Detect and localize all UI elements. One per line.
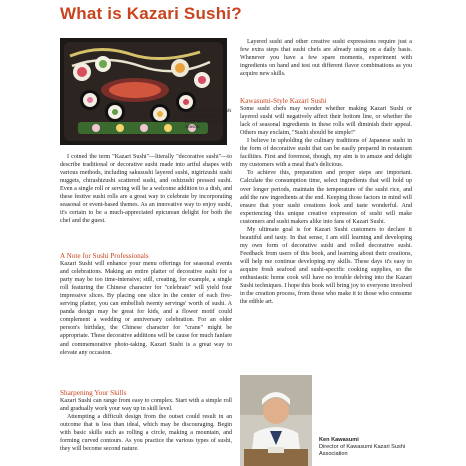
note-heading: A Note for Sushi Professionals [60, 252, 149, 260]
skills-paragraph-1: Kazari Sushi can range from easy to complex. Start with a simple roll and gradually work your way up in skill level. [60, 398, 232, 413]
style-heading: Kawasumi-Style Kazari Sushi [240, 97, 327, 105]
style-paragraph-3: To achieve this, preparation and proper steps are important. Calculate the consumption time, select ingredients that will hold up over longer periods, maintain the temperature of the sushi rice, and add the raw ingredients at the end. Keeping those factors in mind will ensure that your sushi creations look and taste wonderful. And experiencing this unique creative expression of sushi will make customers and sushi makers alike into fans of Kazari Sushi. [240, 170, 412, 225]
page-title: What is Kazari Sushi? [60, 4, 242, 23]
author-photo [240, 375, 312, 466]
intro-paragraph: I coined the term "Kazari Sushi"—literally "decorative sushi"—to describe traditional or decorative sushi made into artful shapes with various methods, including sakusushi layered sushi, nigirizushi sushi nuggets, chirashizushi scattered sushi, and oshizushi pressed sushi. Even a single roll or serving will be a welcome addition to a dish, and these festive sushi rolls are a great way to celebrate by incorporating seasonal or event-based themes. As an innovative way to enjoy sushi, it's certain to be a much-appreciated epicurean delight for both the chef and the guest. [60, 154, 232, 225]
chef-illustration [240, 375, 312, 466]
right-intro-section [240, 38, 412, 78]
author-caption [319, 437, 415, 457]
intro-column [60, 153, 232, 225]
right-intro-paragraph: Layered sushi and other creative sushi expressions require just a few extra steps that sushi chefs are already using on a daily basis. Whenever you have a few spare moments, experiment with ingredients on hand and test out different flavor combinations as you acquire new skills. [240, 39, 412, 78]
author-title: Director of Kawasumi Kazari Sushi Association [319, 443, 406, 457]
skills-section [60, 389, 232, 453]
style-paragraph-1: Some sushi chefs may wonder whether making Kazari Sushi or layered sushi will negatively affect their bottom line, or whether the lack of seasonal ingredients in these rolls will diminish their appeal. Others may exclaim, "Sushi should be simple!" [240, 106, 412, 137]
style-section [240, 97, 412, 306]
style-paragraph-2: I believe in upholding the culinary traditions of Japanese sushi in the form of decorative sushi that can be easily prepared in restaurant facilities. First and foremost, though, my aim is to amaze and delight my customers with a meal that's delicious. [240, 138, 412, 169]
skills-paragraph-2: Attempting a difficult design from the outset could result in an outcome that is less than ideal, which may be discouraging. Begin with basic skills such as rolling a circle, making a mountain, and forming curved contours. As you practice the various types of sushi, they will become second nature. [60, 414, 232, 453]
skills-heading: Sharpening Your Skills [60, 389, 127, 397]
author-name: Ken Kawasumi [319, 437, 359, 443]
note-section [60, 252, 232, 357]
note-paragraph: Kazari Sushi will enhance your menu offerings for seasonal events and celebrations. Making an entire platter of decorative sushi for a party may be too time-intensive; still, creating, for example, a single roll featuring the Chinese character for "celebrate" will yield four impressive slices. By placing one slice in the center of each five-serving platter, you can embellish twenty servings' worth of sushi. A panda design may be great for kids, and a flower motif could complement a wedding or anniversary celebration. For an older person's birthday, the Chinese character for "crane" might be appropriate. These decorative additions will be cause for much fanfare and commemorative photo-taking. Kazari Sushi is a great way to elevate any occasion. [60, 261, 232, 356]
photo-caption: A moribomi mixed sushi arrangement that celebrates the spring season. [185, 108, 232, 130]
style-paragraph-4: My ultimate goal is for Kazari Sushi customers to declare it beautiful and tasty. In that sense, I am still learning and developing my own form of decorative sushi and rolled decorative sushi. Feedback from users of this book, and learning about their creations, will help me continue developing my skills. These days it's easy to acquire fresh seafood and sushi-specific cooking supplies, so the enthusiastic home cook will have no trouble delving into the Kazari Sushi techniques. I hope this book will bring joy to everyone involved in the creation process, from those who make it to those who consume the edible art. [240, 226, 412, 306]
